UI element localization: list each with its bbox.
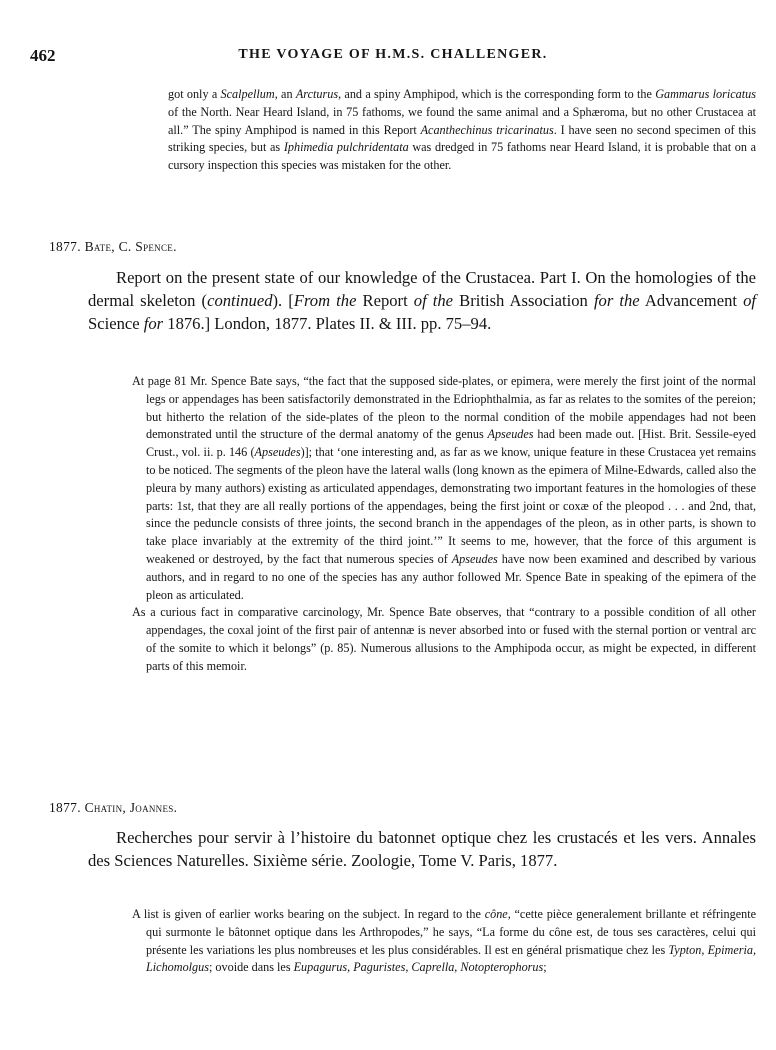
entry-year: 1877. [49, 800, 81, 815]
entry-abstract-bate [132, 373, 756, 676]
abstract-paragraph: A list is given of earlier works bearing on the subject. In regard to the cône, “cette pièce generalement brillante et réfringente qui surmonte le bâtonnet optique dans les Arthropodes,” he says, “La forme du cône est, de tous ses caractères, celui qui présente les variations les plus nombreuses et les plus considérables. Il est en général prismatique chez les Typton, Epimeria, Lichomolgus; ovoide dans les Eupagurus, Paguristes, Caprella, Notopterophorus; [132, 907, 757, 975]
running-header [30, 46, 756, 68]
entry-heading-bate [49, 239, 177, 255]
abstract-paragraph: As a curious fact in comparative carcinology, Mr. Spence Bate observes, that “contrary to a possible condition of all other appendages, the coxal joint of the first pair of antennæ is never absorbed into or fused with the sternal portion or ventral arc of the somite to which it belongs” (p. 85). Numerous allusions to the Amphipoda occur, as might be expected, in different parts of this memoir. [132, 605, 756, 673]
entry-title-bate: Report on the present state of our knowledge of the Crustacea. Part I. On the homologies of the dermal skeleton (continued). [From the Report of the British Association for the Advancement of Science for 1876.] London, 1877. Plates II. & III. pp. 75–94. [88, 268, 757, 333]
entry-author: Chatin, Joannes. [84, 800, 178, 815]
entry-title-chatin: Recherches pour servir à l’histoire du batonnet optique chez les crustacés et les vers. Annales des Sciences Naturelles. Sixième série. Zoologie, Tome V. Paris, 1877. [88, 828, 756, 870]
intro-quote-paragraph: got only a Scalpellum, an Arcturus, and a spiny Amphipod, which is the corresponding form to the Gammarus loricatus of the North. Near Heard Island, in 75 fathoms, we found the same animal and a Sphæroma, but no other Crustacea at all.” The spiny Amphipod is named in this Report Acanthechinus tricarinatus. I have seen no second specimen of this striking species, but as Iphimedia pulchridentata was dredged in 75 fathoms near Heard Island, it is probable that on a cursory inspection this species was mistaken for the other. [168, 87, 756, 173]
page-number: 462 [30, 46, 56, 65]
entry-author: Bate, C. Spence. [84, 239, 177, 254]
entry-heading-chatin [49, 800, 177, 816]
entry-year: 1877. [49, 239, 81, 254]
running-title: THE VOYAGE OF H.M.S. CHALLENGER. [238, 47, 548, 62]
entry-abstract-chatin [132, 906, 756, 977]
abstract-paragraph: At page 81 Mr. Spence Bate says, “the fact that the supposed side-plates, or epimera, were merely the first joint of the normal legs or appendages has been satisfactorily demonstrated in the Edriophthalmia, as far as relates to the somites of the pereion; but hitherto the relation of the side-plates of the pleon to the normal condition of the mobile appendages had not been demonstrated until the structure of the dermal anatomy of the genus Apseudes had been made out. [Hist. Brit. Sessile-eyed Crust., vol. ii. p. 146 (Apseudes)]; that ‘one interesting and, as far as we know, unique feature in these Crustacea yet remains to be noticed. The segments of the pleon have the lateral walls (long known as the epimera of Milne-Edwards, called also the pleura by many authors) existing as articulated appendages, demonstrating two important features in the homologies of these parts: 1st, that they are all really portions of the appendages, being the first joint or coxæ of the pleopod . . . and 2nd, that, since the peduncle consists of three joints, the second branch in the appendages of the pleon, as in other parts, is shown to take place invariably at the extremity of the third joint.’” It seems to me, however, that the force of this argument is weakened or destroyed, by the fact that numerous species of Apseudes have now been examined and described by various authors, and in regard to no one of the species has any author followed Mr. Spence Bate in speaking of the epimera of the pleon as articulated. [132, 374, 756, 602]
